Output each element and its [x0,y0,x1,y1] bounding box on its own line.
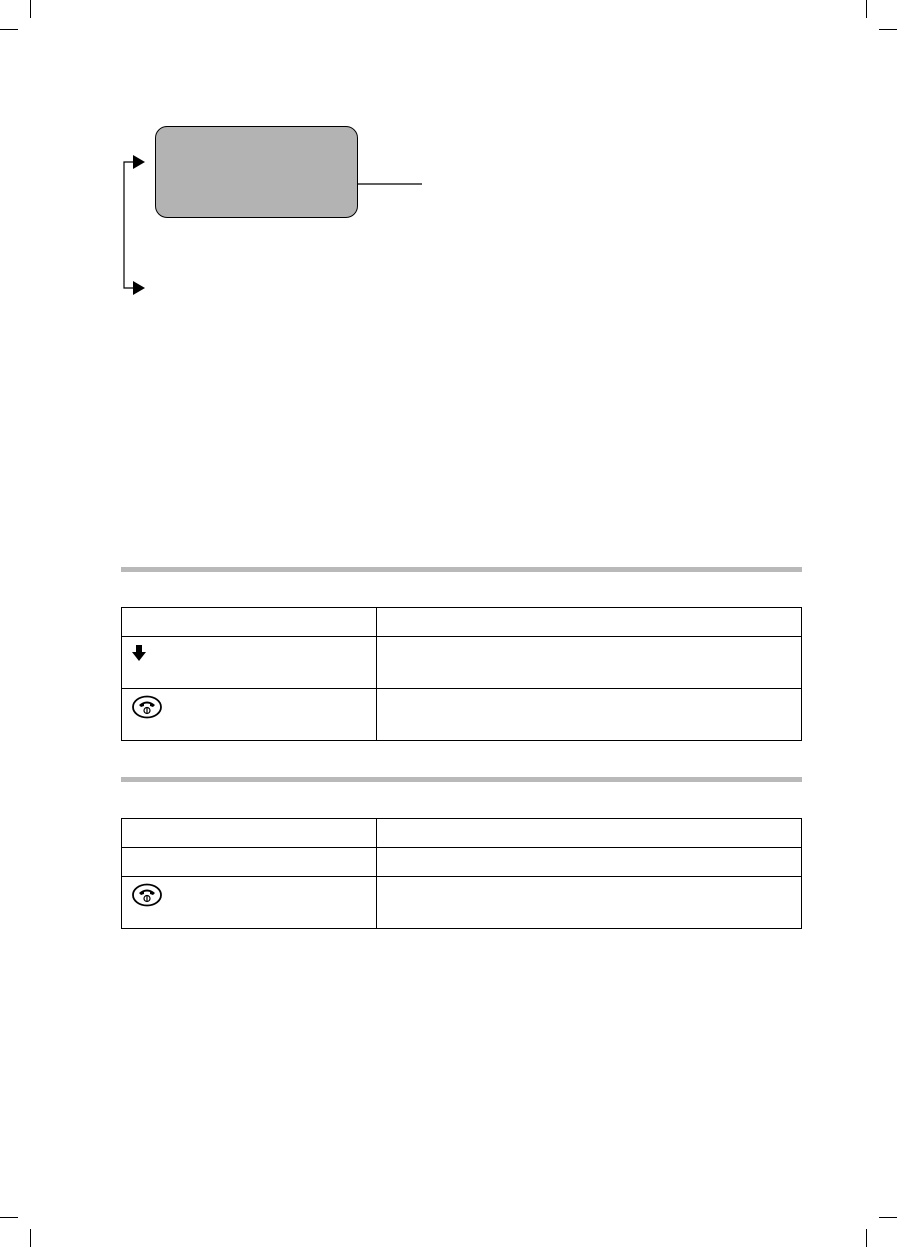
description-cell [377,689,802,741]
crop-mark [30,1229,31,1247]
description-cell [377,637,802,689]
display-diagram [0,0,897,320]
table-row [122,848,802,877]
diagram-lines [0,0,897,320]
end-call-key-icon [131,883,163,910]
crop-mark [0,1217,18,1218]
table-row [122,608,802,637]
section-rule [121,777,802,782]
description-cell [377,819,802,848]
description-cell [377,877,802,929]
key-cell [122,848,377,877]
end-call-key-icon [131,695,163,722]
section-rule [121,567,802,572]
table-row [122,819,802,848]
description-cell [377,848,802,877]
steps-table-1 [121,607,802,741]
down-arrow-icon [131,643,147,666]
key-cell [122,689,377,741]
loop-line [124,162,134,288]
key-cell [122,877,377,929]
key-cell [122,819,377,848]
crop-mark [879,1217,897,1218]
arrow-head-top [133,155,145,169]
key-cell [122,637,377,689]
description-cell [377,608,802,637]
crop-mark [866,1229,867,1247]
table-row [122,689,802,741]
steps-table-2 [121,818,802,929]
table-row [122,637,802,689]
key-cell [122,608,377,637]
arrow-head-bottom [133,281,145,295]
table-row [122,877,802,929]
